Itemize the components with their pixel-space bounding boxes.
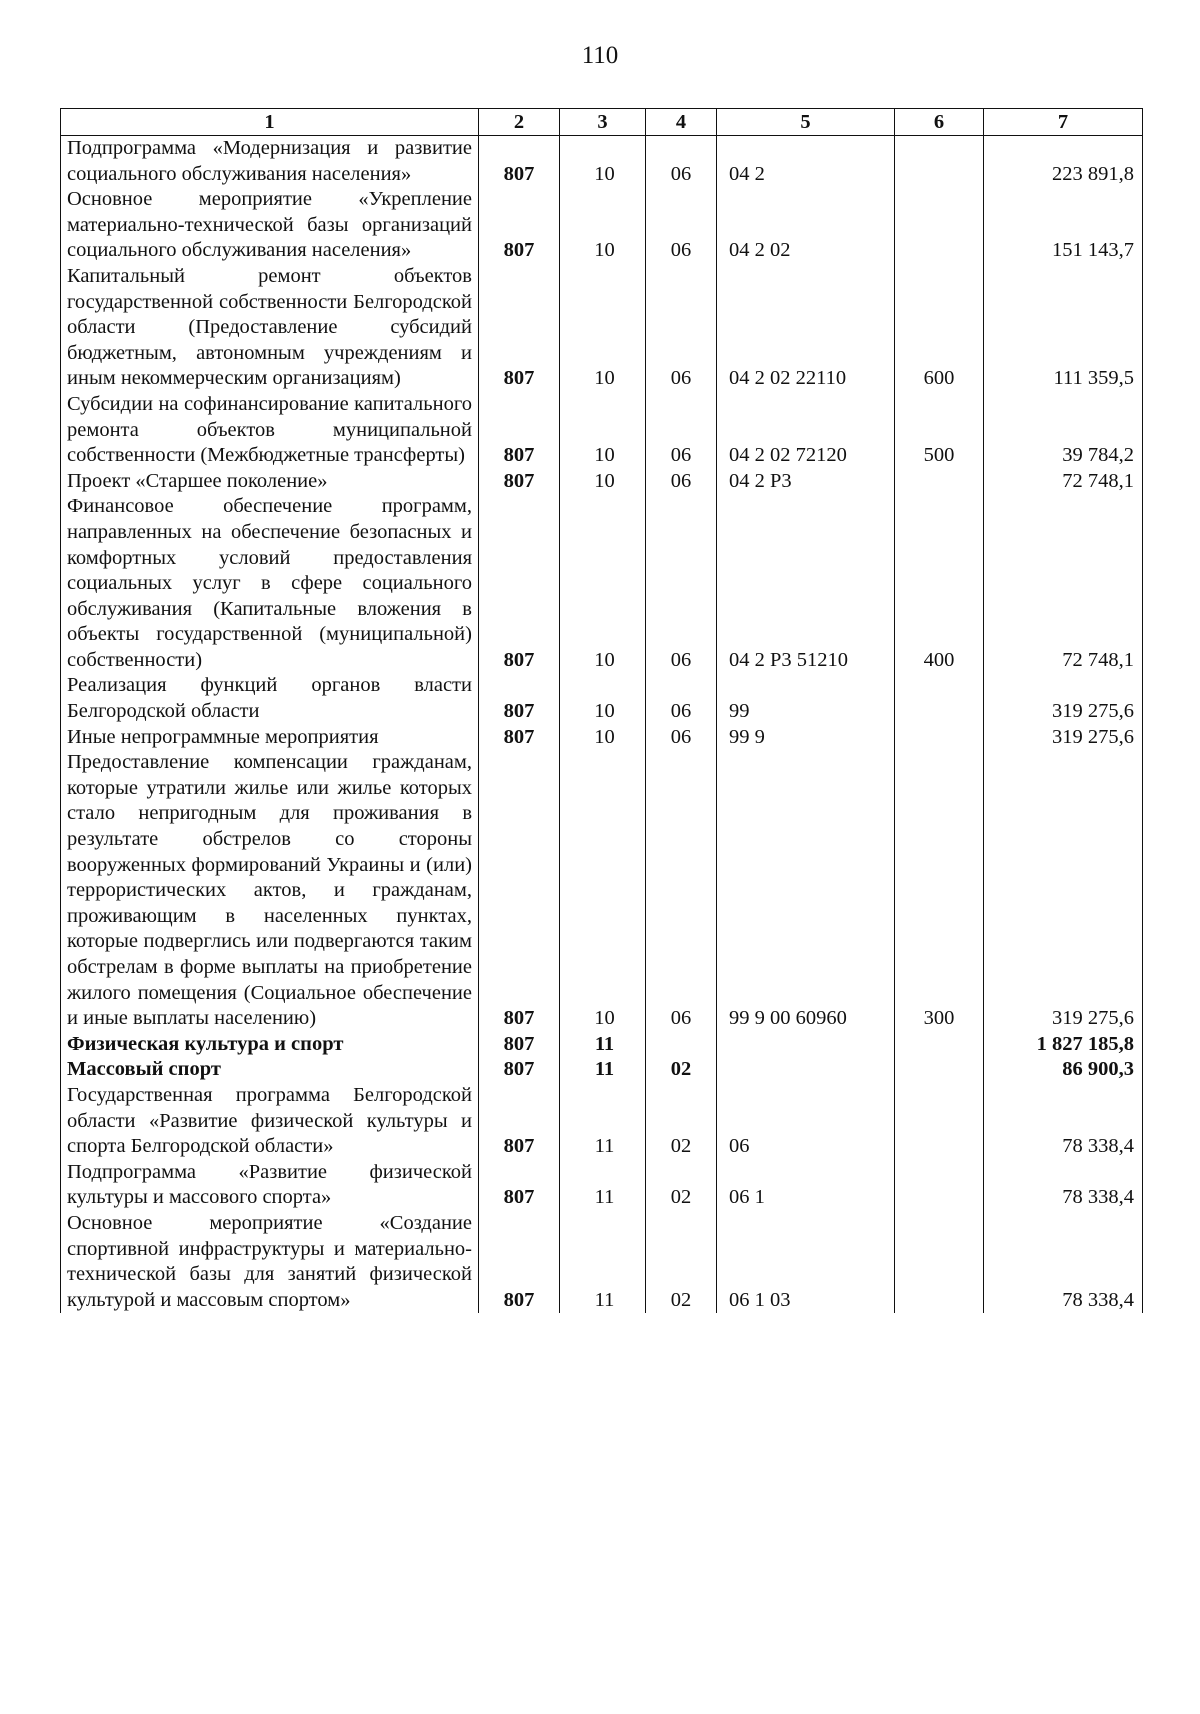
expense-type-code [895,1083,984,1160]
target-article-code: 04 2 02 [717,187,895,264]
section-code: 11 [560,1057,646,1083]
ministry-code: 807 [479,187,560,264]
table-row [61,1160,1143,1211]
amount-value: 78 338,4 [984,1211,1143,1313]
section-code: 11 [560,1211,646,1313]
section-code: 10 [560,187,646,264]
target-article-code: 04 2 P3 [717,469,895,495]
ministry-code: 807 [479,673,560,724]
expense-type-code [895,673,984,724]
subsection-code: 02 [646,1160,717,1211]
subsection-code: 06 [646,264,717,392]
expense-type-code [895,136,984,188]
expense-type-code [895,1057,984,1083]
subsection-code: 06 [646,392,717,469]
expense-type-code [895,725,984,751]
ministry-code: 807 [479,1083,560,1160]
table-row [61,136,1143,188]
section-code: 11 [560,1083,646,1160]
ministry-code: 807 [479,264,560,392]
table-row [61,1083,1143,1160]
row-name: Финансовое обеспечение программ, направленных на обеспечение безопасных и комфортных условий предоставления социальных услуг в сфере социального обслуживания (Капитальные вложения в объекты государственной (муниципальной) собственности) [61,494,479,673]
row-name: Основное мероприятие «Укрепление материально-технической базы организаций социального обслуживания населения» [61,187,479,264]
row-name: Государственная программа Белгородской области «Развитие физической культуры и спорта Белгородской области» [61,1083,479,1160]
page-number: 110 [581,42,619,69]
row-name: Реализация функций органов власти Белгородской области [61,673,479,724]
amount-value: 1 827 185,8 [984,1032,1143,1058]
amount-value: 319 275,6 [984,673,1143,724]
subsection-code: 06 [646,750,717,1032]
amount-value: 111 359,5 [984,264,1143,392]
target-article-code: 04 2 02 72120 [717,392,895,469]
section-code: 10 [560,469,646,495]
amount-value: 319 275,6 [984,750,1143,1032]
amount-value: 86 900,3 [984,1057,1143,1083]
ministry-code: 807 [479,1160,560,1211]
table-row [61,469,1143,495]
section-code: 11 [560,1032,646,1058]
expense-type-code [895,469,984,495]
section-code: 11 [560,1160,646,1211]
column-header: 6 [895,109,984,136]
target-article-code [717,1032,895,1058]
section-code: 10 [560,750,646,1032]
table-row [61,1057,1143,1083]
amount-value: 319 275,6 [984,725,1143,751]
subsection-code: 02 [646,1211,717,1313]
target-article-code: 06 1 03 [717,1211,895,1313]
budget-table [60,108,1143,1313]
row-name: Субсидии на софинансирование капитального ремонта объектов муниципальной собственности (Межбюджетные трансферты) [61,392,479,469]
target-article-code: 04 2 P3 51210 [717,494,895,673]
target-article-code: 99 9 [717,725,895,751]
column-header: 4 [646,109,717,136]
ministry-code: 807 [479,725,560,751]
ministry-code: 807 [479,469,560,495]
row-name: Подпрограмма «Развитие физической культуры и массового спорта» [61,1160,479,1211]
expense-type-code: 500 [895,392,984,469]
expense-type-code: 600 [895,264,984,392]
target-article-code: 04 2 [717,136,895,188]
column-header: 7 [984,109,1143,136]
amount-value: 223 891,8 [984,136,1143,188]
target-article-code [717,1057,895,1083]
ministry-code: 807 [479,1057,560,1083]
table-row [61,673,1143,724]
subsection-code: 06 [646,136,717,188]
table-row [61,187,1143,264]
amount-value: 72 748,1 [984,469,1143,495]
expense-type-code [895,1160,984,1211]
row-name: Иные непрограммные мероприятия [61,725,479,751]
table-row [61,1032,1143,1058]
subsection-code: 06 [646,187,717,264]
expense-type-code [895,187,984,264]
subsection-code: 02 [646,1057,717,1083]
amount-value: 39 784,2 [984,392,1143,469]
ministry-code: 807 [479,392,560,469]
amount-value: 151 143,7 [984,187,1143,264]
target-article-code: 99 9 00 60960 [717,750,895,1032]
table-row [61,1211,1143,1313]
subsection-code [646,1032,717,1058]
subsection-code: 06 [646,494,717,673]
column-header: 3 [560,109,646,136]
section-code: 10 [560,392,646,469]
ministry-code: 807 [479,750,560,1032]
section-code: 10 [560,136,646,188]
target-article-code: 06 1 [717,1160,895,1211]
section-code: 10 [560,264,646,392]
row-name: Подпрограмма «Модернизация и развитие социального обслуживания населения» [61,136,479,188]
table-row [61,750,1143,1032]
amount-value: 78 338,4 [984,1083,1143,1160]
column-header: 1 [61,109,479,136]
amount-value: 72 748,1 [984,494,1143,673]
ministry-code: 807 [479,1211,560,1313]
target-article-code: 04 2 02 22110 [717,264,895,392]
subsection-code: 06 [646,673,717,724]
section-code: 10 [560,494,646,673]
table-row [61,264,1143,392]
row-name: Физическая культура и спорт [61,1032,479,1058]
subsection-code: 06 [646,469,717,495]
expense-type-code [895,1032,984,1058]
table-row [61,392,1143,469]
column-header: 5 [717,109,895,136]
amount-value: 78 338,4 [984,1160,1143,1211]
row-name: Предоставление компенсации гражданам, которые утратили жилье или жилье которых стало непригодным для проживания в результате обстрелов со стороны вооруженных формирований Украины и (или) террористических актов, и гражданам, проживающим в населенных пунктах, которые подверглись или подвергаются таким обстрелам в форме выплаты на приобретение жилого помещения (Социальное обеспечение и иные выплаты населению) [61,750,479,1032]
row-name: Основное мероприятие «Создание спортивной инфраструктуры и материально-технической базы для занятий физической культурой и массовым спортом» [61,1211,479,1313]
ministry-code: 807 [479,1032,560,1058]
expense-type-code [895,1211,984,1313]
row-name: Капитальный ремонт объектов государственной собственности Белгородской области (Предоставление субсидий бюджетным, автономным учреждениям и иным некоммерческим организациям) [61,264,479,392]
section-code: 10 [560,725,646,751]
ministry-code: 807 [479,494,560,673]
table-row [61,494,1143,673]
target-article-code: 06 [717,1083,895,1160]
subsection-code: 02 [646,1083,717,1160]
section-code: 10 [560,673,646,724]
column-header: 2 [479,109,560,136]
target-article-code: 99 [717,673,895,724]
subsection-code: 06 [646,725,717,751]
ministry-code: 807 [479,136,560,188]
table-body [61,136,1143,1314]
header-row [61,109,1143,136]
row-name: Проект «Старшее поколение» [61,469,479,495]
row-name: Массовый спорт [61,1057,479,1083]
table-row [61,725,1143,751]
expense-type-code: 400 [895,494,984,673]
expense-type-code: 300 [895,750,984,1032]
